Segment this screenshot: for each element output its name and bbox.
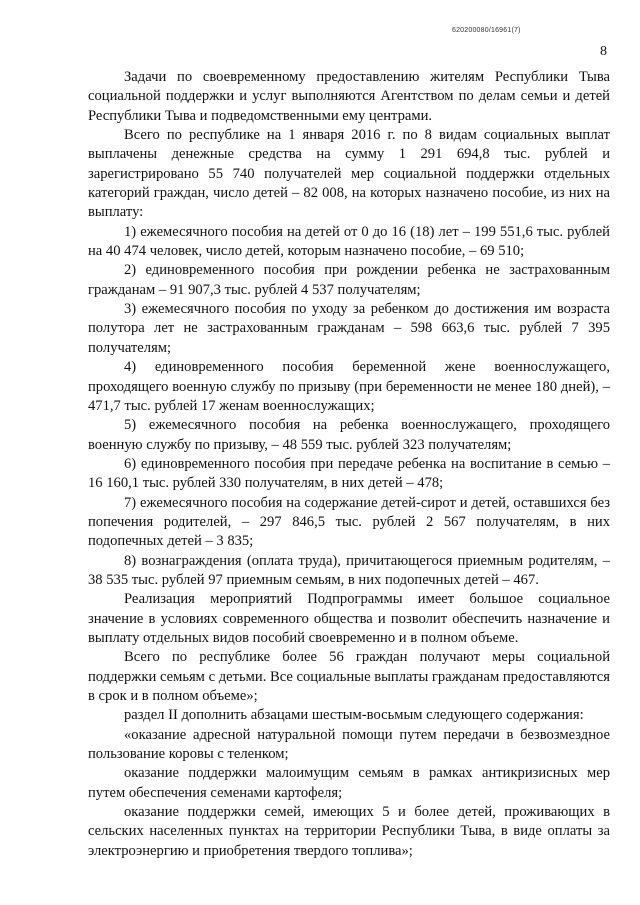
list-item-4: 4) единовременного пособия беременной жене военнослужащего, проходящего военную службу по призыву (при беременности не менее 180 дней), – 471,7 тыс. рублей 17 женам военнослужащих; <box>88 359 610 414</box>
paragraph-large-families: оказание поддержки семей, имеющих 5 и более детей, проживающих в сельских населенных пунктах на территории Республики Тыва, в виде оплаты за электроэнергию и приобретения твердого топлива»; <box>88 804 610 859</box>
document-body <box>88 68 610 861</box>
document-id: 620200080/16961(7) <box>452 27 521 34</box>
list-item-3: 3) ежемесячного пособия по уходу за ребенком до достижения им возраста полутора лет не застрахованным гражданам – 598 663,6 тыс. рублей 7 395 получателям; <box>88 301 610 356</box>
list-item-6: 6) единовременного пособия при передаче ребенка на воспитание в семью – 16 160,1 тыс. рублей 330 получателям, в них детей – 478; <box>88 455 610 492</box>
paragraph-amendment: раздел II дополнить абзацами шестым-восьмым следующего содержания: <box>124 707 584 724</box>
paragraph-intro: Задачи по своевременному предоставлению жителям Республики Тыва социальной поддержки и услуг выполняются Агентством по делам семьи и детей Республики Тыва и подведомственными ему центрами. <box>88 69 610 124</box>
paragraph-totals: Всего по республике на 1 января 2016 г. по 8 видам социальных выплат выплачены денежные средства на сумму 1 291 694,8 тыс. рублей и зарегистрировано 55 740 получателей мер социальной поддержки отдельных категорий граждан, число детей – 82 008, на которых назначено пособие, из них на выплату: <box>88 127 610 221</box>
paragraph-cow-assistance: «оказание адресной натуральной помощи путем передачи в безвозмездное пользование коровы с теленком; <box>88 726 610 763</box>
list-item-5: 5) ежемесячного пособия на ребенка военнослужащего, проходящего военную службу по призыву, – 48 559 тыс. рублей 323 получателям; <box>88 417 610 453</box>
list-item-8: 8) вознаграждения (оплата труда), причитающегося приемным родителям, – 38 535 тыс. рублей 97 приемным семьям, в них подопечных детей – 467. <box>88 552 610 588</box>
paragraph-potato-seeds: оказание поддержки малоимущим семьям в рамках антикризисных мер путем обеспечения семенами картофеля; <box>88 765 610 801</box>
paragraph-significance: Реализация мероприятий Подпрограммы имеет большое социальное значение в условиях современного общества и позволит обеспечить назначение и выплату отдельных видов пособий своевременно и в полном объеме. <box>88 591 610 646</box>
page-number: 8 <box>600 44 607 59</box>
list-item-1: 1) ежемесячного пособия на детей от 0 до 16 (18) лет – 199 551,6 тыс. рублей на 40 474 человек, число детей, которым назначено пособие, – 69 510; <box>88 223 610 260</box>
paragraph-summary: Всего по республике более 56 граждан получают меры социальной поддержки семьям с детьми. Все социальные выплаты гражданам предоставляются в срок и в полном объеме»; <box>88 649 610 704</box>
list-item-7: 7) ежемесячного пособия на содержание детей-сирот и детей, оставшихся без попечения родителей, – 297 846,5 тыс. рублей 2 567 получателям, в них подопечных детей – 3 835; <box>88 494 610 550</box>
list-item-2: 2) единовременного пособия при рождении ребенка не застрахованным гражданам – 91 907,3 тыс. рублей 4 537 получателям; <box>88 262 610 298</box>
